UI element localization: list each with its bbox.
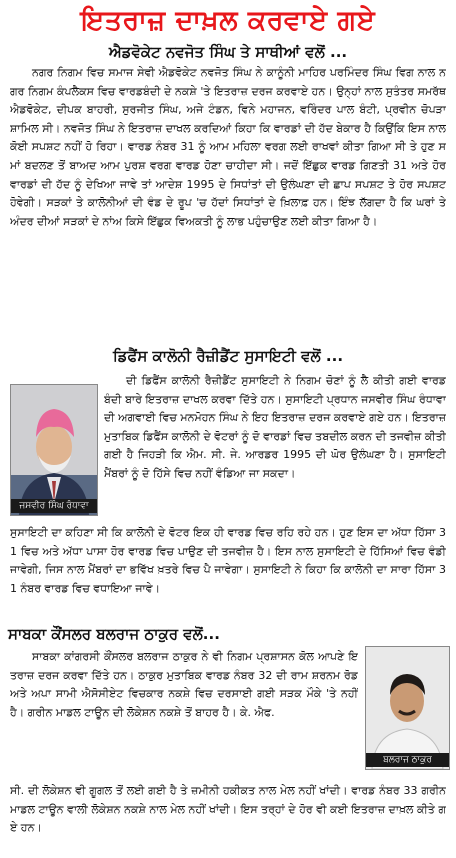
section3-body-full: ਸੀ. ਦੀ ਲੋਕੇਸ਼ਨ ਵੀ ਗੂਗਲ ਤੋਂ ਲਈ ਗਈ ਹੈ ਤੇ ਜ਼ਮੀਨੀ ਹਕੀਕਤ ਨਾਲ ਮੇਲ ਨਹੀਂ ਖਾਂਦੀ। ਵਾਰਡ ਨੰਬਰ 33 ਗਰੀਨ ਮਾਡਲ ਟਾਊਨ ਵਾਲੀ ਲੋਕੇਸ਼ਨ ਨਕਸ਼ੇ ਨਾਲ ਮੇਲ ਨਹੀਂ ਖਾਂਦੀ। ਇਸ ਤਰ੍ਹਾਂ ਦੇ ਹੋਰ ਵੀ ਕਈ ਇਤਰਾਜ਼ ਦਾਖ਼ਲ ਕੀਤੇ ਗਏ ਹਨ। xyxy=(10,784,446,835)
section3-body-side: ਸਾਬਕਾ ਕਾਂਗਰਸੀ ਕੌਂਸਲਰ ਬਲਰਾਜ ਠਾਕੁਰ ਨੇ ਵੀ ਨਿਗਮ ਪ੍ਰਸ਼ਾਸਨ ਕੋਲ ਆਪਣੇ ਇਤਰਾਜ਼ ਦਰਜ ਕਰਵਾ ਦਿੱਤੇ ਹਨ। ਠਾਕੁਰ ਮੁਤਾਬਿਕ ਵਾਰਡ ਨੰਬਰ 32 ਦੀ ਰਾਮ ਸ਼ਰਨਮ ਰੋਡ ਅਤੇ ਅਪਾ ਸਾਮੀ ਐਸੋਸੀਏਟ ਵਿਚਕਾਰ ਨਕਸ਼ੇ ਵਿਚ ਦਰਸਾਈ ਗਈ ਸੜਕ ਮੌਕੇ 'ਤੇ ਨਹੀਂ ਹੈ। ਗਰੀਨ ਮਾਡਲ ਟਾਊਨ ਦੀ ਲੋਕੇਸ਼ਨ ਨਕਸ਼ੇ ਤੋਂ ਬਾਹਰ ਹੈ। ਕੇ. ਐਫ. xyxy=(10,650,358,719)
section1-body: ਨਗਰ ਨਿਗਮ ਵਿਚ ਸਮਾਜ ਸੇਵੀ ਐਡਵੋਕੇਟ ਨਵਜੋਤ ਸਿੰਘ ਨੇ ਕਾਨੂੰਨੀ ਮਾਹਿਰ ਪਰਮਿੰਦਰ ਸਿੰਘ ਵਿਗ ਨਾਲ ਨਗਰ ਨਿਗਮ ਕੰਪਲੈਕਸ ਵਿਚ ਵਾਰਡਬੰਦੀ ਦੇ ਨਕਸ਼ੇ 'ਤੇ ਇਤਰਾਜ਼ ਦਰਜ ਕਰਵਾਏ ਹਨ। ਉਨ੍ਹਾਂ ਨਾਲ ਸੁਤੰਤਰ ਸਮਰੱਥ ਐਡਵੋਕੇਟ, ਦੀਪਕ ਬਾਹਰੀ, ਸੁਰਜੀਤ ਸਿੰਘ, ਅਜੇ ਟੰਡਨ, ਵਿਨੇ ਮਹਾਜਨ, ਵਰਿੰਦਰ ਪਾਲ ਬੰਟੀ, ਪ੍ਰਵੀਨ ਚੋਪੜਾ ਸ਼ਾਮਿਲ ਸੀ। ਨਵਜੋਤ ਸਿੰਘ ਨੇ ਇਤਰਾਜ਼ ਦਾਖਲ ਕਰਦਿਆਂ ਕਿਹਾ ਕਿ ਵਾਰਡਾਂ ਦੀ ਹੱਦ ਬੇਕਾਰ ਹੈ ਕਿਉਂਕਿ ਇਸ ਨਾਲ ਕੋਈ ਸਪਸ਼ਟ ਨਹੀਂ ਹੋ ਰਿਹਾ। ਵਾਰਡ ਨੰਬਰ 31 ਨੂੰ ਆਮ ਮਹਿਲਾ ਵਰਗ ਲਈ ਰਾਖਵਾਂ ਕੀਤਾ ਗਿਆ ਸੀ ਤੇ ਹੁਣ ਸਮਾਂ ਬਦਲਣ ਤੋਂ ਬਾਅਦ ਆਮ ਪੁਰਸ਼ ਵਰਗ ਵਾਰਡ ਹੋਣਾ ਚਾਹੀਦਾ ਸੀ। ਜਦੋਂ ਇੱਛੁਕ ਵਾਰਡ ਗਿਣਤੀ 31 ਅਤੇ ਹੋਰ ਵਾਰਡਾਂ ਦੀ ਹੱਦ ਨੂੰ ਦੇਖਿਆ ਜਾਵੇ ਤਾਂ ਆਦੇਸ਼ 1995 ਦੇ ਸਿਧਾਂਤਾਂ ਦੀ ਉਲੰਘਣਾ ਦੀ ਛਾਪ ਸਪਸ਼ਟ ਤੇ ਹੋਰ ਸਪਸ਼ਟ ਹੋਵੇਗੀ। ਸੜਕਾਂ ਤੇ ਕਾਲੋਨੀਆਂ ਦੀ ਵੰਡ ਦੇ ਰੂਪ 'ਚ ਹੱਦਾਂ ਸਿਧਾਂਤਾਂ ਦੇ ਖ਼ਿਲਾਫ਼ ਹਨ। ਇੰਝ ਲੱਗਦਾ ਹੈ ਕਿ ਘਰਾਂ ਤੇ ਅੰਦਰ ਦੀਆਂ ਸੜਕਾਂ ਦੇ ਨਾਂਅ ਕਿਸੇ ਇੱਛੁਕ ਵਿਅਕਤੀ ਨੂੰ ਲਾਭ ਪਹੁੰਚਾਉਣ ਲਈ ਕੀਤਾ ਗਿਆ ਹੈ। xyxy=(10,66,446,228)
balraj-thakur-photo xyxy=(365,646,450,770)
jasvir-singh-randhawa-photo xyxy=(10,384,98,516)
photo-caption: ਜਸਵੀਰ ਸਿੰਘ ਰੰਧਾਵਾ xyxy=(11,499,97,513)
section2-title: ਡਿਫੈਂਸ ਕਾਲੋਨੀ ਰੈਜ਼ੀਡੈਂਟ ਸੁਸਾਇਟੀ ਵਲੋਂ ... xyxy=(112,347,344,365)
section3-title: ਸਾਬਕਾ ਕੌਂਸਲਰ ਬਲਰਾਜ ਠਾਕੁਰ ਵਲੋਂ... xyxy=(8,625,220,643)
headline: ਇਤਰਾਜ਼ ਦਾਖ਼ਲ ਕਰਵਾਏ ਗਏ xyxy=(80,5,376,36)
portrait-image xyxy=(11,385,97,515)
photo-caption: ਬਲਰਾਜ ਠਾਕੁਰ xyxy=(366,753,449,767)
portrait-image xyxy=(366,647,449,769)
section2-body-side: ਦੀ ਡਿਫੈਂਸ ਕਾਲੋਨੀ ਰੈਜ਼ੀਡੈਂਟ ਸੁਸਾਇਟੀ ਨੇ ਨਿਗਮ ਚੋਣਾਂ ਨੂੰ ਲੈ ਕੀਤੀ ਗਈ ਵਾਰਡਬੰਦੀ ਬਾਰੇ ਇਤਰਾਜ਼ ਦਾਖਲ ਕਰਵਾ ਦਿੱਤੇ ਹਨ। ਸੁਸਾਇਟੀ ਪ੍ਰਧਾਨ ਜਸਵੀਰ ਸਿੰਘ ਰੰਧਾਵਾ ਦੀ ਅਗਵਾਈ ਵਿਚ ਮਨਮੋਹਨ ਸਿੰਘ ਨੇ ਇਹ ਇਤਰਾਜ਼ ਦਰਜ ਕਰਵਾਏ ਗਏ ਹਨ। ਇਤਰਾਜ਼ ਮੁਤਾਬਿਕ ਡਿਫੈਂਸ ਕਾਲੋਨੀ ਦੇ ਵੋਟਰਾਂ ਨੂੰ ਦੋ ਵਾਰਡਾਂ ਵਿਚ ਤਬਦੀਲ ਕਰਨ ਦੀ ਤਜਵੀਜ਼ ਕੀਤੀ ਗਈ ਹੈ ਜਿਹੜੀ ਕਿ ਐਮ. ਸੀ. ਜੇ. ਆਰਡਰ 1995 ਦੀ ਘੋਰ ਉਲੰਘਣਾ ਹੈ। ਸੁਸਾਇਟੀ ਮੈਂਬਰਾਂ ਨੂੰ ਦੋ ਹਿੱਸੇ ਵਿਚ ਨਹੀਂ ਵੰਡਿਆ ਜਾ ਸਕਦਾ। xyxy=(104,374,446,480)
section2-body-full: ਸੁਸਾਇਟੀ ਦਾ ਕਹਿਣਾ ਸੀ ਕਿ ਕਾਲੋਨੀ ਦੇ ਵੋਟਰ ਇਕ ਹੀ ਵਾਰਡ ਵਿਚ ਰਹਿ ਰਹੇ ਹਨ। ਹੁਣ ਇਸ ਦਾ ਅੱਧਾ ਹਿੱਸਾ 31 ਵਿਚ ਅਤੇ ਅੱਧਾ ਪਾਸਾ ਹੋਰ ਵਾਰਡ ਵਿਚ ਪਾਉਣ ਦੀ ਤਜਵੀਜ਼ ਹੈ। ਇਸ ਨਾਲ ਸੁਸਾਇਟੀ ਦੇ ਹਿੱਸਿਆਂ ਵਿਚ ਵੰਡੀ ਜਾਵੇਗੀ, ਜਿਸ ਨਾਲ ਮੈਂਬਰਾਂ ਦਾ ਭਵਿੱਖ ਖ਼ਤਰੇ ਵਿਚ ਪੈ ਜਾਵੇਗਾ। ਸੁਸਾਇਟੀ ਨੇ ਕਿਹਾ ਕਿ ਕਾਲੋਨੀ ਦਾ ਸਾਰਾ ਹਿੱਸਾ 31 ਨੰਬਰ ਵਾਰਡ ਵਿਚ ਵਧਾਇਆ ਜਾਵੇ। xyxy=(10,526,446,595)
section1-title: ਐਡਵੋਕੇਟ ਨਵਜੋਤ ਸਿੰਘ ਤੇ ਸਾਥੀਆਂ ਵਲੋਂ ... xyxy=(108,43,348,61)
